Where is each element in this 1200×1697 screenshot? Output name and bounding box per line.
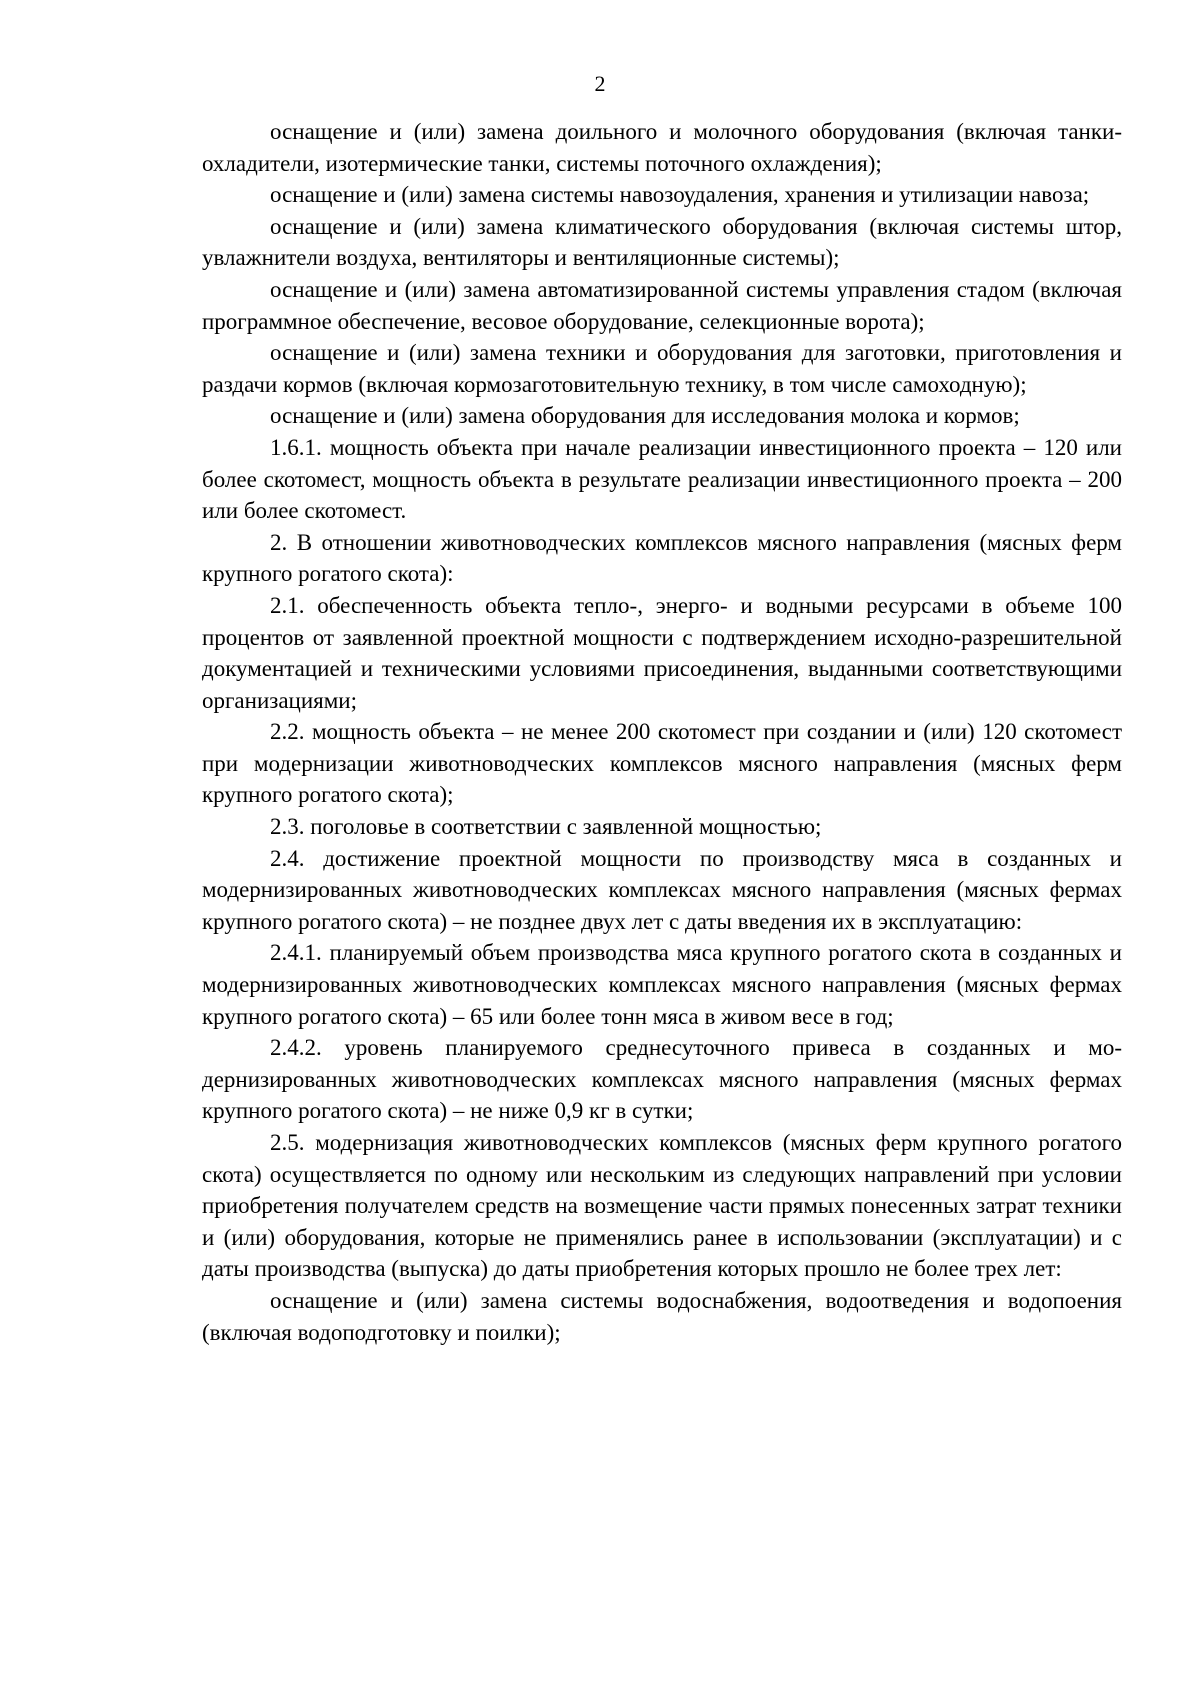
paragraph-2: 2. В отношении животноводческих комплексов мясного направления (мясных ферм крупного рогатого скота): (202, 529, 1122, 587)
paragraph-1-6-1: 1.6.1. мощность объекта при начале реализации инвестиционного проекта – 120 или более скотомест, мощность объекта в результате реализации инвестиционного проекта – 200 или более скотомест. (202, 434, 1122, 524)
paragraph-2-4-1: 2.4.1. планируемый объем производства мяса крупного рогатого скота в созданных и модернизированных животноводческих комплексах мясного направления (мясных фермах крупного рогатого скота) – 65 или более тонн мяса в живом весе в год; (202, 940, 1122, 1029)
paragraph-equipment-herd-management: оснащение и (или) замена автоматизированной системы управления стадом (включая программное обеспечение, весовое оборудование, селекционные ворота); (202, 276, 1122, 334)
paragraph-2-3: 2.3. поголовье в соответствии с заявленной мощностью; (270, 814, 822, 840)
paragraph-equipment-feed: оснащение и (или) замена техники и оборудования для заготовки, приготовления и раздачи кормов (включая кормозаготовительную технику, в том числе самоходную); (202, 340, 1122, 397)
document-body (202, 116, 1122, 1348)
paragraph-equipment-milk-research: оснащение и (или) замена оборудования для исследования молока и кормов; (270, 403, 1020, 429)
paragraph-2-1: 2.1. обеспеченность объекта тепло-, энерго- и водными ресурсами в объеме 100 процентов от заявленной проектной мощности с подтверждением исходно-разрешительной документацией и техническими условиями присоединения, выданными соответствующими организациями; (202, 592, 1122, 713)
paragraph-2-2: 2.2. мощность объекта – не менее 200 скотомест при создании и (или) 120 скотомест при модернизации животноводческих комплексов мясного направления (мясных ферм крупного рогатого скота); (202, 719, 1122, 808)
paragraph-equipment-manure: оснащение и (или) замена системы навозоудаления, хранения и утилизации навоза; (270, 182, 1090, 208)
paragraph-equipment-water: оснащение и (или) замена системы водоснабжения, водоотведения и водопоения (включая водоподготовку и поилки); (202, 1287, 1122, 1345)
paragraph-2-4-2: 2.4.2. уровень планируемого среднесуточного привеса в созданных и модернизированных животноводческих комплексах мясного направления (мясных фермах крупного рогатого скота) – не ниже 0,9 кг в сутки; (202, 1035, 1122, 1124)
paragraph-2-5: 2.5. модернизация животноводческих комплексов (мясных ферм крупного рогатого скота) осуществляется по одному или нескольким из следующих направлений при условии приобретения получателем средств на возмещение части прямых понесенных затрат техники и (или) оборудования, которые не применялись ранее в использовании (эксплуатации) и с даты производства (выпуска) до даты приобретения которых прошло не более трех лет: (202, 1130, 1122, 1282)
paragraph-equipment-climate: оснащение и (или) замена климатического оборудования (включая системы штор, увлажнители воздуха, вентиляторы и вентиляционные системы); (202, 213, 1122, 271)
paragraph-2-4: 2.4. достижение проектной мощности по производству мяса в созданных и модернизированных животноводческих комплексах мясного направления (мясных фермах крупного рогатого скота) – не позднее двух лет с даты введения их в эксплуатацию: (202, 845, 1122, 934)
page-number: 2 (594, 71, 606, 96)
paragraph-equipment-milking: оснащение и (или) замена доильного и молочного оборудования (включая танки-охладители, изотермические танки, системы поточного охлаждения); (202, 119, 1122, 176)
